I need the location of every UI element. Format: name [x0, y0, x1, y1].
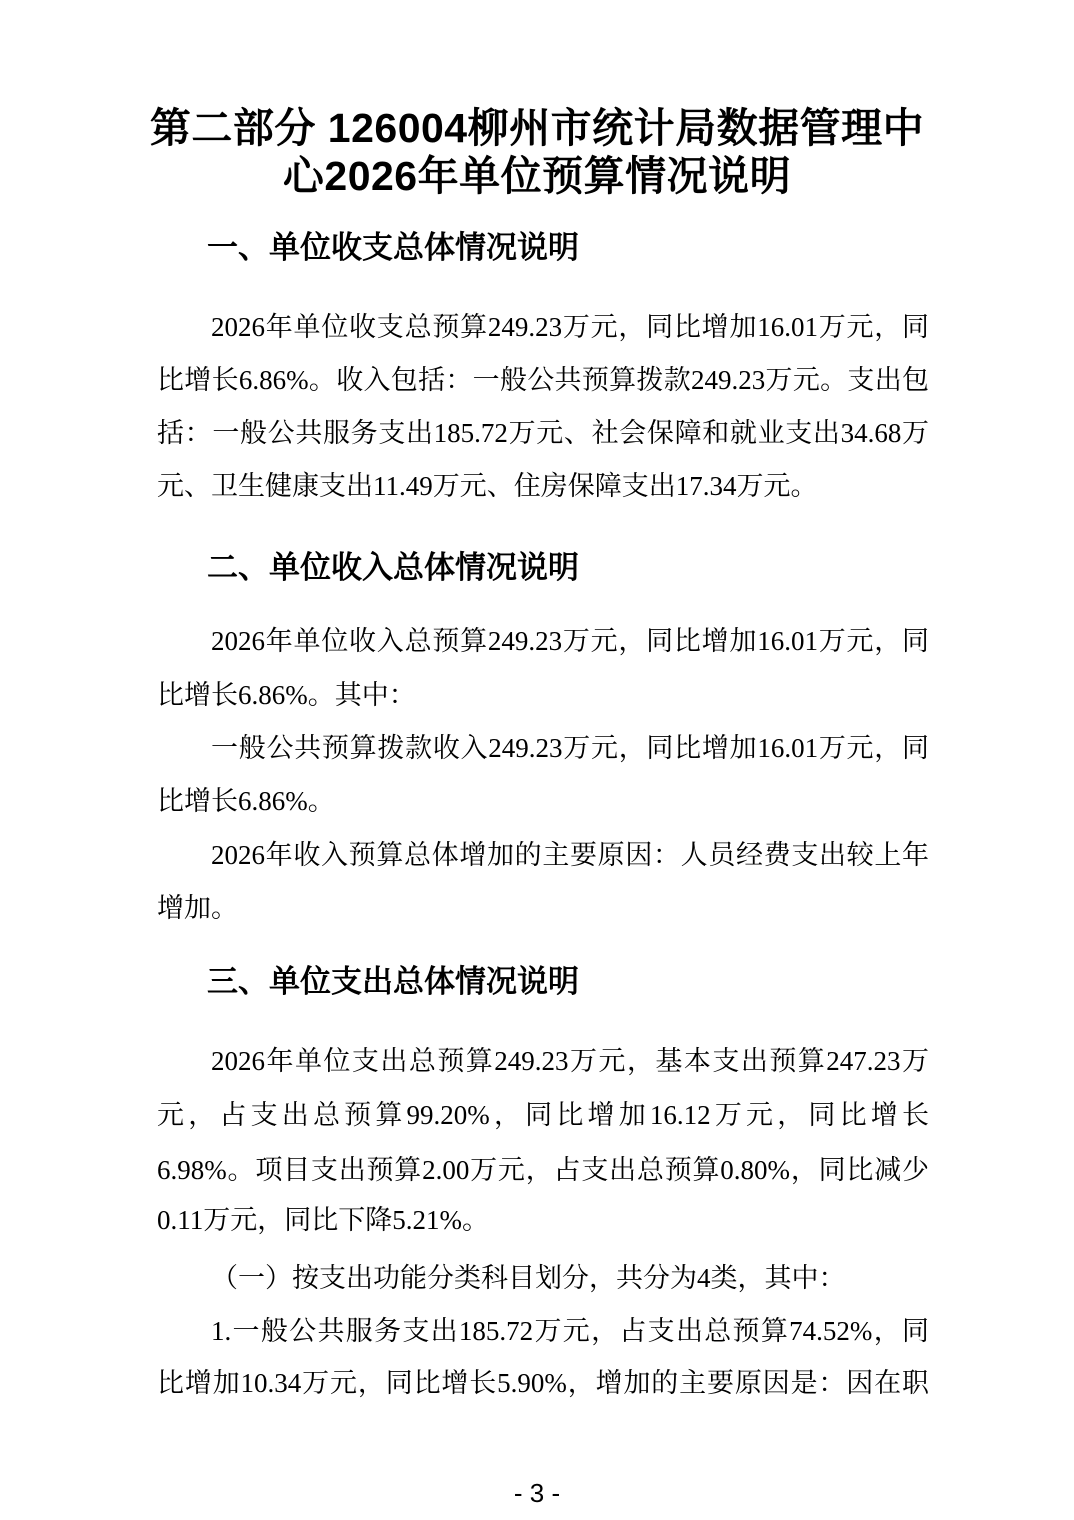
- paragraph-line: 比增长6.86%。: [157, 786, 335, 816]
- paragraph-line: 2026年单位收支总预算249.23万元，同比增加16.01万元，同: [211, 312, 929, 342]
- paragraph-line: 一般公共预算拨款收入249.23万元，同比增加16.01万元，同: [211, 733, 929, 763]
- paragraph-line: 0.11万元，同比下降5.21%。: [157, 1205, 489, 1235]
- paragraph-line: 比增长6.86%。其中：: [157, 680, 416, 710]
- section-heading-income-overview: 二、单位收入总体情况说明: [207, 550, 579, 585]
- document-title-line2: 心2026年单位预算情况说明: [282, 153, 792, 199]
- paragraph-line: 元，占支出总预算99.20%，同比增加16.12万元，同比增长: [157, 1100, 929, 1130]
- paragraph-line: 2026年单位支出总预算249.23万元，基本支出预算247.23万: [211, 1046, 929, 1076]
- paragraph-line: 比增长6.86%。收入包括：一般公共预算拨款249.23万元。支出包: [157, 365, 929, 395]
- paragraph-line: 2026年收入预算总体增加的主要原因：人员经费支出较上年: [211, 840, 929, 870]
- paragraph-line: 1.一般公共服务支出185.72万元，占支出总预算74.52%，同: [211, 1316, 929, 1346]
- section-heading-income-expense-overview: 一、单位收支总体情况说明: [207, 230, 579, 265]
- paragraph-line: 增加。: [157, 893, 238, 923]
- paragraph-line: 括：一般公共服务支出185.72万元、社会保障和就业支出34.68万: [157, 418, 929, 448]
- paragraph-line: （一）按支出功能分类科目划分，共分为4类，其中：: [211, 1263, 846, 1293]
- paragraph-line: 6.98%。项目支出预算2.00万元，占支出总预算0.80%，同比减少: [157, 1155, 929, 1185]
- document-title: [0, 104, 1074, 200]
- paragraph-line: 元、卫生健康支出11.49万元、住房保障支出17.34万元。: [157, 471, 818, 501]
- page-number: - 3 -: [513, 1478, 561, 1508]
- document-title-line1: 第二部分 126004柳州市统计局数据管理中: [149, 105, 925, 151]
- section-heading-expense-overview: 三、单位支出总体情况说明: [207, 964, 579, 999]
- paragraph-line: 比增加10.34万元，同比增长5.90%，增加的主要原因是：因在职: [157, 1368, 929, 1398]
- paragraph-line: 2026年单位收入总预算249.23万元，同比增加16.01万元，同: [211, 626, 929, 656]
